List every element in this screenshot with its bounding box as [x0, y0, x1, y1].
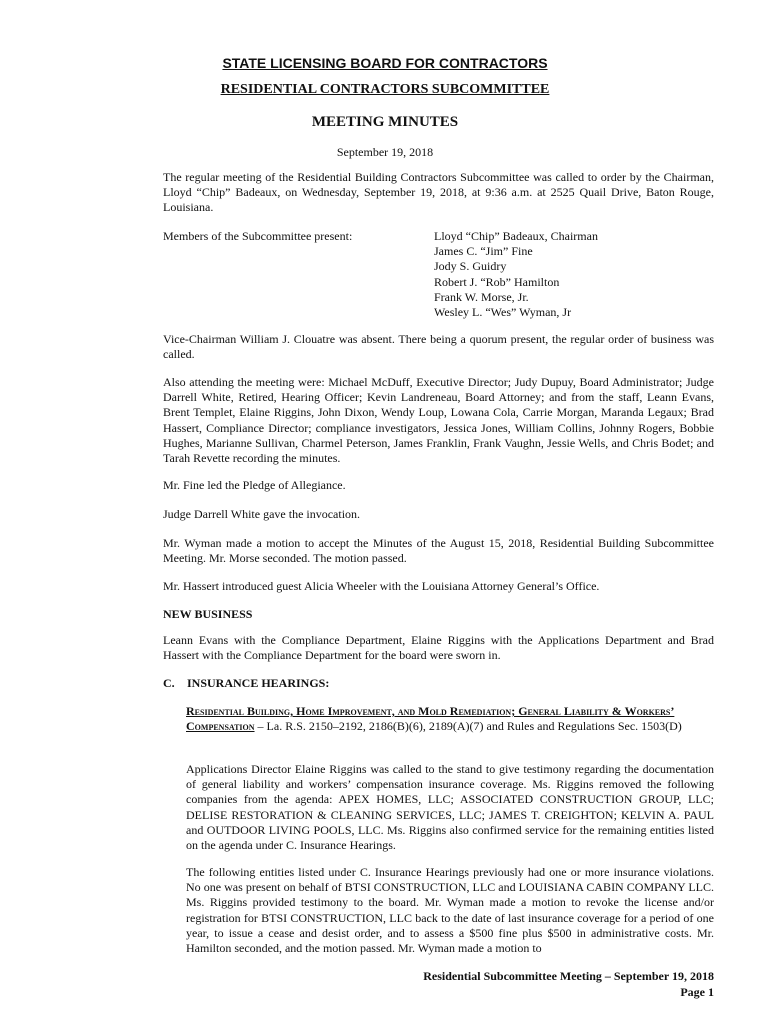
new-business-heading: NEW BUSINESS [163, 607, 253, 621]
members-list [434, 229, 598, 320]
page-footer [423, 968, 714, 1000]
insurance-paragraph-2: The following entities listed under C. Insurance Hearings previously had one or more insurance violations. No one was present on behalf of BTSI CONSTRUCTION, LLC and LOUISIANA CABIN COMPANY LLC. Ms. Riggins provided testimony to the board. Mr. Wyman made a motion to revoke the license and/or registration for BTSI CONSTRUCTION, LLC back to the date of last insurance coverage for a period of one year, to issue a cease and desist order, and to assess a $500 fine plus $500 in administrative costs. Mr. Hamilton seconded, and the motion passed. Mr. Wyman made a motion to [186, 865, 714, 956]
footer-meeting-line: Residential Subcommittee Meeting – September 19, 2018 [423, 969, 714, 983]
section-c-title: INSURANCE HEARINGS: [187, 676, 330, 690]
minutes-motion-paragraph: Mr. Wyman made a motion to accept the Minutes of the August 15, 2018, Residential Building Subcommittee Meeting. Mr. Morse seconded. The motion passed. [163, 536, 714, 566]
intro-paragraph: The regular meeting of the Residential Building Contractors Subcommittee was called to order by the Chairman, Lloyd “Chip” Badeaux, on Wednesday, September 19, 2018, at 9:36 a.m. at 2525 Quail Drive, Baton Rouge, Louisiana. [163, 170, 714, 215]
meeting-date: September 19, 2018 [336, 145, 434, 159]
document-type-heading: MEETING MINUTES [311, 114, 459, 130]
absent-paragraph: Vice-Chairman William J. Clouatre was absent. There being a quorum present, the regular order of business was called. [163, 332, 714, 362]
insurance-category: Residential Building, Home Improvement, and Mold Remediation; General Liability & Workers’ Compensation [186, 704, 675, 734]
insurance-statute: – La. R.S. 2150–2192, 2186(B)(6), 2189(A)(7) and Rules and Regulations Sec. 1503(D) [254, 719, 682, 734]
insurance-paragraph-1: Applications Director Elaine Riggins was called to the stand to give testimony regarding the documentation of general liability and workers’ compensation insurance coverage. Ms. Riggins removed the following companies from the agenda: APEX HOMES, LLC; ASSOCIATED CONSTRUCTION GROUP, LLC; DELISE RESTORATION & CLEANING SERVICES, LLC; JAMES T. CREIGHTON; KELVIN A. PAUL and OUTDOOR LIVING POOLS, LLC. Ms. Riggins also confirmed service for the remaining entities listed on the agenda under C. Insurance Hearings. [186, 762, 714, 853]
guest-paragraph: Mr. Hassert introduced guest Alicia Wheeler with the Louisiana Attorney General’s Office. [163, 579, 600, 593]
section-c-heading [163, 676, 329, 691]
member-name: Lloyd “Chip” Badeaux, Chairman [434, 229, 598, 243]
member-name: Jody S. Guidry [434, 259, 507, 274]
member-name: James C. “Jim” Fine [434, 244, 533, 259]
pledge-paragraph: Mr. Fine led the Pledge of Allegiance. [163, 478, 346, 492]
section-c-letter: C. [163, 676, 175, 690]
footer-page-number: Page 1 [680, 985, 714, 999]
document-title: STATE LICENSING BOARD FOR CONTRACTORS [222, 55, 548, 71]
attending-paragraph: Also attending the meeting were: Michael McDuff, Executive Director; Judy Dupuy, Board Administrator; Judge Darrell White, Retired, Hearing Officer; Kevin Landreneau, Board Attorney; and from the staff, Leann Evans, Brent Templet, Elaine Riggins, John Dixon, Wendy Loup, Lowana Cola, Carrie Morgan, Maranda Legaux; Brad Hassert, Compliance Director; compliance investigators, Jessica Jones, William Collins, Johnny Rogers, Bobbie Hughes, Marianne Sullivan, Charmel Peterson, James Franklin, Frank Vaughn, Jessie Wells, and Chris Bodet; and Tarah Revette recording the minutes. [163, 375, 714, 466]
document-subtitle: RESIDENTIAL CONTRACTORS SUBCOMMITTEE [220, 82, 550, 97]
member-name: Robert J. “Rob” Hamilton [434, 274, 560, 289]
sworn-in-paragraph: Leann Evans with the Compliance Department, Elaine Riggins with the Applications Department and Brad Hassert with the Compliance Department for the board were sworn in. [163, 633, 714, 663]
invocation-paragraph: Judge Darrell White gave the invocation. [163, 507, 361, 521]
member-name: Frank W. Morse, Jr. [434, 289, 529, 304]
member-name: Wesley L. “Wes” Wyman, Jr [434, 305, 572, 320]
insurance-subheading [186, 704, 714, 734]
members-label: Members of the Subcommittee present: [163, 229, 353, 243]
